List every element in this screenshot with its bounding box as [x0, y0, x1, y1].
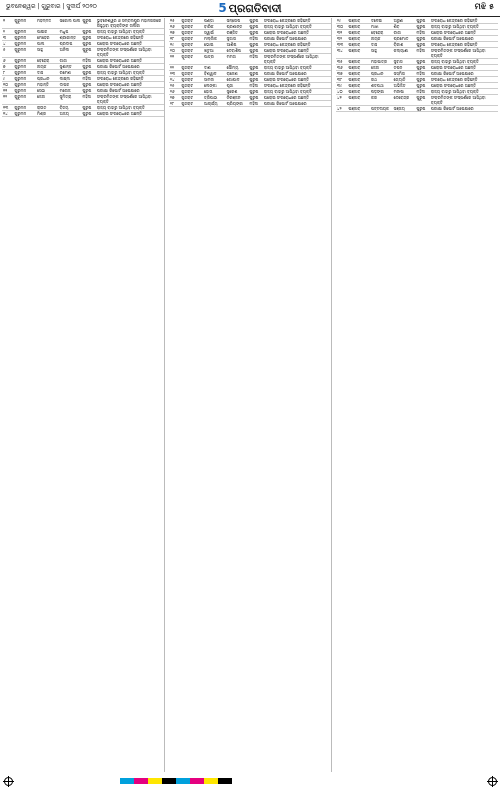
table-cell: ଗୁଜରାଟ	[180, 24, 203, 30]
registration-mark-icon	[4, 777, 13, 786]
listing-table	[2, 18, 164, 117]
column-right	[336, 18, 498, 772]
table-row	[169, 54, 331, 65]
table-cell: ୪୨	[336, 106, 347, 112]
table-cell: ପଞ୍ଜାବ	[347, 95, 370, 106]
table-cell: ୧୬	[169, 24, 180, 30]
table-cell: ପରୀକ୍ଷା ରିପୋର୍ଟ ଅପେକ୍ଷାରେ	[430, 71, 498, 77]
table-cell: ମଧୁପ	[59, 29, 82, 35]
table-cell: ଜେନା	[36, 94, 59, 105]
table-cell: ଖଟୁଆ	[203, 48, 226, 54]
table-cell: ପରୀକ୍ଷା ରିପୋର୍ଟ ଅପେକ୍ଷାରେ	[96, 88, 164, 94]
table-cell: ୧୨	[2, 94, 13, 105]
table-cell: ସଂଗରୋଧ କେନ୍ଦ୍ରରେ ରହିଛନ୍ତି	[263, 83, 331, 89]
table-cell: ୩୫	[336, 59, 347, 65]
table-cell: ସନ୍ତୋଷ	[226, 18, 249, 24]
table-cell: ୨୦	[169, 48, 180, 54]
table-cell: ୩୨	[336, 36, 347, 42]
table-cell: ସଂଗରୋଧ କେନ୍ଦ୍ରରେ ରହିଛନ୍ତି	[430, 77, 498, 83]
table-cell: ମିଶ୍ର	[36, 111, 59, 117]
table-cell: ଭୋଇ	[203, 42, 226, 48]
table-cell: ରାଜେଶ	[226, 71, 249, 77]
table-cell: ୧୦	[2, 82, 13, 88]
table-cell: ୧୪	[2, 111, 13, 117]
table-cell: ଅରୁଣ	[393, 18, 416, 24]
table-cell: ସଞ୍ଜୟ	[393, 106, 416, 112]
table-cell: ପୁରୁଷ	[248, 24, 263, 30]
table-cell: ୧	[2, 18, 13, 29]
table-cell: ରମେଶ	[59, 70, 82, 76]
table-cell: ୩	[2, 35, 13, 41]
table-cell: ପ୍ରଦୀପ	[59, 41, 82, 47]
table-cell: ଷଡ଼ଙ୍ଗୀ	[370, 89, 393, 95]
table-row	[2, 94, 164, 105]
print-marks	[0, 774, 500, 788]
table-cell: ପଞ୍ଜାବ	[347, 106, 370, 112]
table-cell: ପୁରୁଷ	[81, 18, 96, 29]
table-cell: ପାଲ	[36, 41, 59, 47]
table-cell: ୨୬	[169, 89, 180, 95]
table-cell: ଶିବ	[393, 24, 416, 30]
table-cell: ପ୍ରଶାନ୍ତ	[226, 24, 249, 30]
table-cell: ଗୁରୁମନ	[13, 88, 36, 94]
table-cell: ପୁରୁଷ	[81, 41, 96, 47]
table-cell: ପରୀକ୍ଷା ରିପୋର୍ଟ ଅପେକ୍ଷାରେ	[263, 71, 331, 77]
table-cell: କର	[370, 95, 393, 106]
table-cell: ମେହେର	[36, 35, 59, 41]
table-cell: ସସ୍ମିତା	[393, 71, 416, 77]
table-cell: ଗୁରୁମନ	[13, 111, 36, 117]
table-cell: ଗୁରୁମନ	[13, 94, 36, 105]
table-cell: ୪୧	[336, 95, 347, 106]
table-cell: ରାଜ୍ୟ ବାହାରୁ ଆସିଥିବା ବ୍ୟକ୍ତି	[430, 59, 498, 65]
table-cell: ପୁରୁଷ	[415, 106, 430, 112]
table-cell: ପୁରୁଷ	[415, 77, 430, 83]
table-cell: ମହିଳା	[81, 76, 96, 82]
table-cell: ପୁରୁଷ	[248, 95, 263, 101]
table-cell: ୪୦	[336, 89, 347, 95]
table-cell: ମହିଳା	[81, 94, 96, 105]
table-cell: ପୁରୁଷ	[81, 105, 96, 111]
table-cell: ସଂକ୍ରମିତଙ୍କ ସଂସ୍ପର୍ଶରେ ଆସିଥିବା ବ୍ୟକ୍ତି	[430, 95, 498, 106]
table-cell: ରାଜ୍ୟ ବାହାରୁ ଆସିଥିବା ବ୍ୟକ୍ତି	[96, 29, 164, 35]
table-cell: ଦାସ	[370, 42, 393, 48]
table-cell: ସଂଗରୋଧ କେନ୍ଦ୍ରରେ ରହିଛନ୍ତି	[430, 42, 498, 48]
table-cell: ରାଜ୍ୟ ବାହାରୁ ଆସିଥିବା ବ୍ୟକ୍ତି	[430, 24, 498, 30]
table-cell: ବିଜୟ	[59, 105, 82, 111]
table-cell: ୮	[2, 70, 13, 76]
table-cell: ଅନିଲ	[59, 47, 82, 58]
table-cell: ୧୭	[169, 30, 180, 36]
table-cell: ଦଳେଇ	[370, 18, 393, 24]
table-cell: ପାଇକ	[36, 29, 59, 35]
table-cell: ଘରୋଇ ସଂଗରୋଧରେ ଅଛନ୍ତି	[263, 48, 331, 54]
table-cell: ୩୭	[336, 71, 347, 77]
table-cell: ୨	[2, 29, 13, 35]
table-cell: ପୁରୁଷ	[415, 59, 430, 65]
table-cell: ପଟ୍ଟନାୟକ	[370, 106, 393, 112]
table-cell: ରୀତା	[393, 30, 416, 36]
table-cell: ପୁରୁଷ	[415, 83, 430, 89]
table-cell: ମହାପାତ୍ର	[370, 59, 393, 65]
table-cell: ତପନ	[393, 65, 416, 71]
color-swatch	[120, 778, 134, 784]
table-cell: ମହିଳା	[81, 58, 96, 64]
table-cell: ହୋତା	[203, 89, 226, 95]
table-cell: ସଂକ୍ରମିତଙ୍କ ସଂସ୍ପର୍ଶରେ ଆସିଥିବା ବ୍ୟକ୍ତି	[96, 94, 164, 105]
table-cell: ୨୧	[169, 54, 180, 65]
table-cell: ପଞ୍ଜାବ	[347, 30, 370, 36]
table-cell: ୨୩	[169, 71, 180, 77]
table-cell: ଗୁଜରାଟ	[180, 30, 203, 36]
table-cell: ୩୮	[336, 77, 347, 83]
table-cell: ମନୀଷା	[393, 89, 416, 95]
table-cell: ଗୁଜରାଟ	[180, 36, 203, 42]
table-cell: ମଲ୍ଲିକ	[203, 36, 226, 42]
table-cell: ୨୮	[169, 101, 180, 107]
table-cell: ପଞ୍ଜାବ	[347, 83, 370, 89]
listing-table	[336, 18, 498, 112]
table-cell: ଘରୋଇ ସଂଗରୋଧରେ ଅଛନ୍ତି	[430, 83, 498, 89]
table-cell: ୩୩	[336, 42, 347, 48]
table-cell: ପୁରୁଷ	[248, 65, 263, 71]
color-swatch	[218, 778, 232, 784]
table-cell: ଗୁଜରାଟ	[180, 77, 203, 83]
table-cell: ୨୯	[336, 18, 347, 24]
table-cell: ବିଶ୍ୱାଳ	[203, 71, 226, 77]
table-cell: ପରୀକ୍ଷା ରିପୋର୍ଟ ଅପେକ୍ଷାରେ	[263, 36, 331, 42]
table-cell: ମହିଳା	[248, 36, 263, 42]
brand-number: 5	[218, 1, 227, 15]
table-cell: ରଥ	[370, 77, 393, 83]
table-cell: ଲେଙ୍କା	[203, 83, 226, 89]
table-cell: ଗୁରୁମନ	[13, 58, 36, 64]
table-cell: ସାମଲ	[203, 77, 226, 83]
table-row	[336, 48, 498, 59]
table-cell: ମହିଳା	[415, 71, 430, 77]
table-cell: ପୁରୁଷ	[248, 42, 263, 48]
table-cell: ତ୍ରିପାଠୀ	[203, 95, 226, 101]
table-cell: ଆଚାର୍ଯ୍ୟ	[203, 101, 226, 107]
table-cell: ଘରୋଇ ସଂଗରୋଧରେ ଅଛନ୍ତି	[96, 111, 164, 117]
table-cell: ୭	[2, 64, 13, 70]
table-cell: ରାଜ୍ୟ ବାହାରୁ ଆସିଥିବା ବ୍ୟକ୍ତି	[96, 105, 164, 111]
table-cell: ପୂଜା	[226, 83, 249, 89]
table-cell: ସାହୁ	[36, 47, 59, 58]
table-cell: ମହାନ୍ତି	[36, 82, 59, 88]
table-cell: ପୁରୁଷ	[248, 89, 263, 95]
table-cell: ୯	[2, 76, 13, 82]
table-cell: ସୁରେଶ	[226, 89, 249, 95]
table-cell: ଗୁଜରାଟ	[180, 71, 203, 77]
table-cell: ପୁରୁଷ	[81, 29, 96, 35]
column-left	[2, 18, 165, 772]
table-cell: ଭୁବନେଶ୍ୱର ଓ ସମ୍ବଲପୁର ମହାନଗରରେ ରହୁଥିବା ବ୍ୟକ୍ତିଙ୍କ ତାଲିକା	[96, 18, 164, 29]
table-cell: ଗୁଜରାଟ	[180, 95, 203, 101]
table-cell: ଗୁରୁମନ	[13, 105, 36, 111]
table-cell: ମମତା	[226, 54, 249, 65]
table-cell: ନାୟକ	[36, 64, 59, 70]
color-swatch	[204, 778, 218, 784]
table-cell: ଗୁରୁମନ	[13, 70, 36, 76]
table-cell: ଗୁରୁମନ	[13, 47, 36, 58]
table-cell: ୫	[2, 47, 13, 58]
table-cell: ପଞ୍ଜାବ	[347, 65, 370, 71]
table-cell: ଗୋପାଳ	[226, 77, 249, 83]
table-cell: ଘରୋଇ ସଂଗରୋଧରେ ଅଛନ୍ତି	[96, 82, 164, 88]
table-cell: ମହିଳା	[415, 48, 430, 59]
table-cell: ଗୁଜରାଟ	[180, 42, 203, 48]
table-row	[336, 95, 498, 106]
table-cell: ଦାଶ	[203, 65, 226, 71]
table-cell: ସଂକ୍ରମିତଙ୍କ ସଂସ୍ପର୍ଶରେ ଆସିଥିବା ବ୍ୟକ୍ତି	[430, 48, 498, 59]
table-cell: ରାଉତ	[36, 105, 59, 111]
table-cell: ଦୀପକ	[59, 82, 82, 88]
table-cell: ସୁଜାତା	[226, 36, 249, 42]
table-cell: ପଞ୍ଜାବ	[347, 77, 370, 83]
color-swatch	[148, 778, 162, 784]
table-cell: ସଂକ୍ରମିତଙ୍କ ସଂସ୍ପର୍ଶରେ ଆସିଥିବା ବ୍ୟକ୍ତି	[96, 47, 164, 58]
table-cell: ୧୧	[2, 88, 13, 94]
table-cell: ମାଝୀ	[370, 24, 393, 30]
table-cell: ବେହେରା	[36, 58, 59, 64]
table-cell: ସୁଶାନ୍ତ	[59, 64, 82, 70]
table-cell: ଶ୍ରୀକାନ୍ତ	[59, 35, 82, 41]
listing-page	[2, 18, 498, 772]
table-cell: ଗୁରୁମନ	[13, 76, 36, 82]
table-cell: ନିରଞ୍ଜନ	[226, 95, 249, 101]
table-cell: ଘରୋଇ ସଂଗରୋଧରେ ଅଛନ୍ତି	[263, 30, 331, 36]
table-cell: ଗୁରୁମନ	[13, 18, 36, 29]
color-swatch	[134, 778, 148, 784]
table-cell: ଗୁଜରାଟ	[180, 101, 203, 107]
table-cell: ପୁରୁଷ	[81, 88, 96, 94]
table-cell: ପୁରୁଷ	[248, 48, 263, 54]
table-cell: ବିକାଶ	[393, 42, 416, 48]
dateline: ଭୁବନେଶ୍ୱର | ଗୁରୁବାର | ସୁଦୀର୍ଘ ୨୦୨୦	[6, 3, 97, 10]
table-cell: ପୁରୁଷ	[415, 42, 430, 48]
table-cell: ପୁରୁଷ	[415, 36, 430, 42]
table-row	[2, 18, 164, 29]
table-cell: ପୁରୁଷ	[248, 71, 263, 77]
table-cell: ପରୀକ୍ଷା ରିପୋର୍ଟ ଅପେକ୍ଷାରେ	[430, 106, 498, 112]
table-cell: ୧୮	[169, 36, 180, 42]
table-cell: ରାଜ୍ୟ ବାହାରୁ ଆସିଥିବା ବ୍ୟକ୍ତି	[263, 89, 331, 95]
table-cell: ପୁରୁଷ	[81, 64, 96, 70]
table-row	[169, 101, 331, 107]
table-cell: ପଞ୍ଜାବ	[347, 42, 370, 48]
table-cell: ସଂଗରୋଧ କେନ୍ଦ୍ରରେ ରହିଛନ୍ତି	[96, 76, 164, 82]
table-cell: ଶତପଥୀ	[370, 83, 393, 89]
table-cell: ମନୋଜ	[59, 88, 82, 94]
table-cell: ପୁରୁଷ	[81, 35, 96, 41]
table-cell: ପ୍ରମୋଦ	[393, 36, 416, 42]
table-cell: ଦେବେନ୍ଦ୍ର	[393, 95, 416, 106]
table-cell: ସଂଗରୋଧ କେନ୍ଦ୍ରରେ ରହିଛନ୍ତି	[263, 18, 331, 24]
table-cell: ଘରୋଇ ସଂଗରୋଧରେ ଅଛନ୍ତି	[96, 41, 164, 47]
table-cell: ଘରୋଇ ସଂଗରୋଧରେ ଅଛନ୍ତି	[430, 30, 498, 36]
table-cell: ସଂଗରୋଧ କେନ୍ଦ୍ରରେ ରହିଛନ୍ତି	[430, 18, 498, 24]
table-cell: ୪	[2, 41, 13, 47]
table-cell: ୨୫	[169, 83, 180, 89]
table-cell: ଦାସ	[36, 70, 59, 76]
table-cell: ଗୁରୁମନ	[13, 64, 36, 70]
table-cell: ରଞ୍ଜିତ	[226, 30, 249, 36]
table-cell: ୨୭	[169, 95, 180, 101]
table-cell: ପୁରୁଷ	[415, 24, 430, 30]
table-cell: ଗୁରୁମନ	[13, 41, 36, 47]
table-cell: ପଞ୍ଜାବ	[347, 59, 370, 65]
page-label: ମଝି ୫	[474, 2, 494, 11]
table-cell: ସଂଗରୋଧ କେନ୍ଦ୍ରରେ ରହିଛନ୍ତି	[96, 35, 164, 41]
table-cell: ୧୯	[169, 42, 180, 48]
table-cell: ସୌମ୍ୟ	[226, 65, 249, 71]
table-cell: ଗୁରୁମନ	[13, 82, 36, 88]
newspaper-title	[0, 1, 500, 16]
registration-mark-icon	[488, 777, 497, 786]
table-cell: ୩୬	[336, 65, 347, 71]
table-cell: ପୁରୁଷ	[415, 65, 430, 71]
table-cell: ୩୪	[336, 48, 347, 59]
table-cell: ମହିଳା	[248, 101, 263, 107]
color-swatch	[190, 778, 204, 784]
table-cell: ପୁରୁଷ	[248, 30, 263, 36]
table-cell: ଜ୍ୟୋତି	[393, 77, 416, 83]
table-cell: ଗୀତା	[59, 58, 82, 64]
table-cell: ଅଜୟ	[59, 111, 82, 117]
table-cell: ପୁରୁଷ	[81, 82, 96, 88]
table-cell: ସୁବାସ	[393, 59, 416, 65]
table-cell: ୨୪	[169, 77, 180, 83]
table-cell: ଘରୋଇ ସଂଗରୋଧରେ ଅଛନ୍ତି	[263, 77, 331, 83]
table-cell: ୩୯	[336, 83, 347, 89]
table-cell: ପଞ୍ଜାବ	[347, 48, 370, 59]
table-cell: ଗୁରୁମନ	[13, 29, 36, 35]
table-cell: ପରୀକ୍ଷା ରିପୋର୍ଟ ଅପେକ୍ଷାରେ	[263, 101, 331, 107]
table-cell: ଗୁଜରାଟ	[180, 89, 203, 95]
table-cell: ଗୁଜରାଟ	[180, 48, 203, 54]
table-cell: ବେହେରା	[370, 30, 393, 36]
table-cell: ୬	[2, 58, 13, 64]
table-cell: ସୁମିତ୍ରା	[59, 94, 82, 105]
table-cell: ପଞ୍ଜାବ	[347, 36, 370, 42]
table-cell: ମହିଳା	[415, 89, 430, 95]
table-row	[2, 47, 164, 58]
table-cell: ୧୩	[2, 105, 13, 111]
table-cell: ବାରିକ	[203, 24, 226, 30]
table-cell: ପୁରୁଷ	[248, 77, 263, 83]
table-cell: ଆଶିଷ	[226, 42, 249, 48]
table-cell: ସେଠୀ	[36, 88, 59, 94]
table-cell: ଅଭିଜିତ	[393, 83, 416, 89]
table-cell: ସକୋଲ ପାଲ	[59, 18, 82, 29]
table-cell: ସାହୁ	[370, 48, 393, 59]
color-swatch	[176, 778, 190, 784]
color-swatch	[162, 778, 176, 784]
table-cell: କଲ୍ୟାଣୀ	[393, 48, 416, 59]
table-cell: ପ୍ରିୟଙ୍କା	[226, 101, 249, 107]
table-cell: ଗୁଜରାଟ	[180, 83, 203, 89]
table-cell: ୨୨	[169, 65, 180, 71]
table-cell: ପଞ୍ଜାବ	[347, 89, 370, 95]
table-cell: ପାତ୍ର	[203, 54, 226, 65]
table-cell: ଜେନା	[370, 65, 393, 71]
table-cell: ପଣ୍ଡା	[203, 18, 226, 24]
table-cell: ସଂକ୍ରମିତଙ୍କ ସଂସ୍ପର୍ଶରେ ଆସିଥିବା ବ୍ୟକ୍ତି	[263, 54, 331, 65]
masthead	[0, 0, 500, 17]
table-cell: ପରୀକ୍ଷା ରିପୋର୍ଟ ଅପେକ୍ଷାରେ	[430, 36, 498, 42]
table-cell: ୧୫	[169, 18, 180, 24]
table-cell: ଗୁଜରାଟ	[180, 18, 203, 24]
table-cell: ପୁରୁଷ	[415, 95, 430, 106]
table-cell: ସଂଗରୋଧ କେନ୍ଦ୍ରରେ ରହିଛନ୍ତି	[263, 42, 331, 48]
table-cell: ଗୁଜରାଟ	[180, 54, 203, 65]
table-cell: ନାୟକ	[370, 36, 393, 42]
table-row	[2, 111, 164, 117]
color-bar	[120, 778, 232, 784]
table-cell: ପଞ୍ଜାବ	[347, 18, 370, 24]
table-cell: ମହିଳା	[415, 30, 430, 36]
table-cell: ପଞ୍ଜାବ	[347, 71, 370, 77]
table-cell: ଘରୋଇ ସଂଗରୋଧରେ ଅଛନ୍ତି	[96, 58, 164, 64]
table-cell: ପ୍ରଧାନ	[36, 76, 59, 82]
column-middle	[169, 18, 332, 772]
table-cell: ପୁରୁଷ	[248, 18, 263, 24]
table-cell: ଗୁରୁମନ	[13, 35, 36, 41]
table-cell: ପୁରୁଷ	[81, 111, 96, 117]
table-cell: ରାଜ୍ୟ ବାହାରୁ ଆସିଥିବା ବ୍ୟକ୍ତି	[263, 65, 331, 71]
table-cell: ପୁରୁଷ	[415, 18, 430, 24]
table-cell: ସ୍ୱାଇଁ	[203, 30, 226, 36]
table-cell: ମହିଳା	[248, 54, 263, 65]
table-cell: ପରୀକ୍ଷା ରିପୋର୍ଟ ଅପେକ୍ଷାରେ	[96, 64, 164, 70]
table-cell: ପ୍ରଧାନ	[370, 71, 393, 77]
table-cell: ରାଜ୍ୟ ବାହାରୁ ଆସିଥିବା ବ୍ୟକ୍ତି	[96, 70, 164, 76]
table-cell: ୩୦	[336, 24, 347, 30]
table-cell: ପୁରୁଷ	[81, 47, 96, 58]
listing-table	[169, 18, 331, 107]
table-cell: ପଞ୍ଜାବ	[347, 24, 370, 30]
table-cell: ରାଜ୍ୟ ବାହାରୁ ଆସିଥିବା ବ୍ୟକ୍ତି	[263, 24, 331, 30]
table-cell: ୩୧	[336, 30, 347, 36]
table-cell: ଘରୋଇ ସଂଗରୋଧରେ ଅଛନ୍ତି	[263, 95, 331, 101]
brand-name: ପ୍ରଗତିବାଦୀ	[228, 2, 282, 15]
table-cell: ରାଜ୍ୟ ବାହାରୁ ଆସିଥିବା ବ୍ୟକ୍ତି	[430, 89, 498, 95]
table-cell: ପୁରୁଷ	[81, 70, 96, 76]
table-cell: ମହିଳା	[248, 83, 263, 89]
table-cell: ଦେବାଶିଷ	[226, 48, 249, 54]
table-cell: ମହମ୍ମଦ	[36, 18, 59, 29]
table-cell: ଗୁଜରାଟ	[180, 65, 203, 71]
table-cell: ଲକ୍ଷ୍ମୀ	[59, 76, 82, 82]
table-cell: ଘରୋଇ ସଂଗରୋଧରେ ଅଛନ୍ତି	[430, 65, 498, 71]
table-row	[336, 106, 498, 112]
